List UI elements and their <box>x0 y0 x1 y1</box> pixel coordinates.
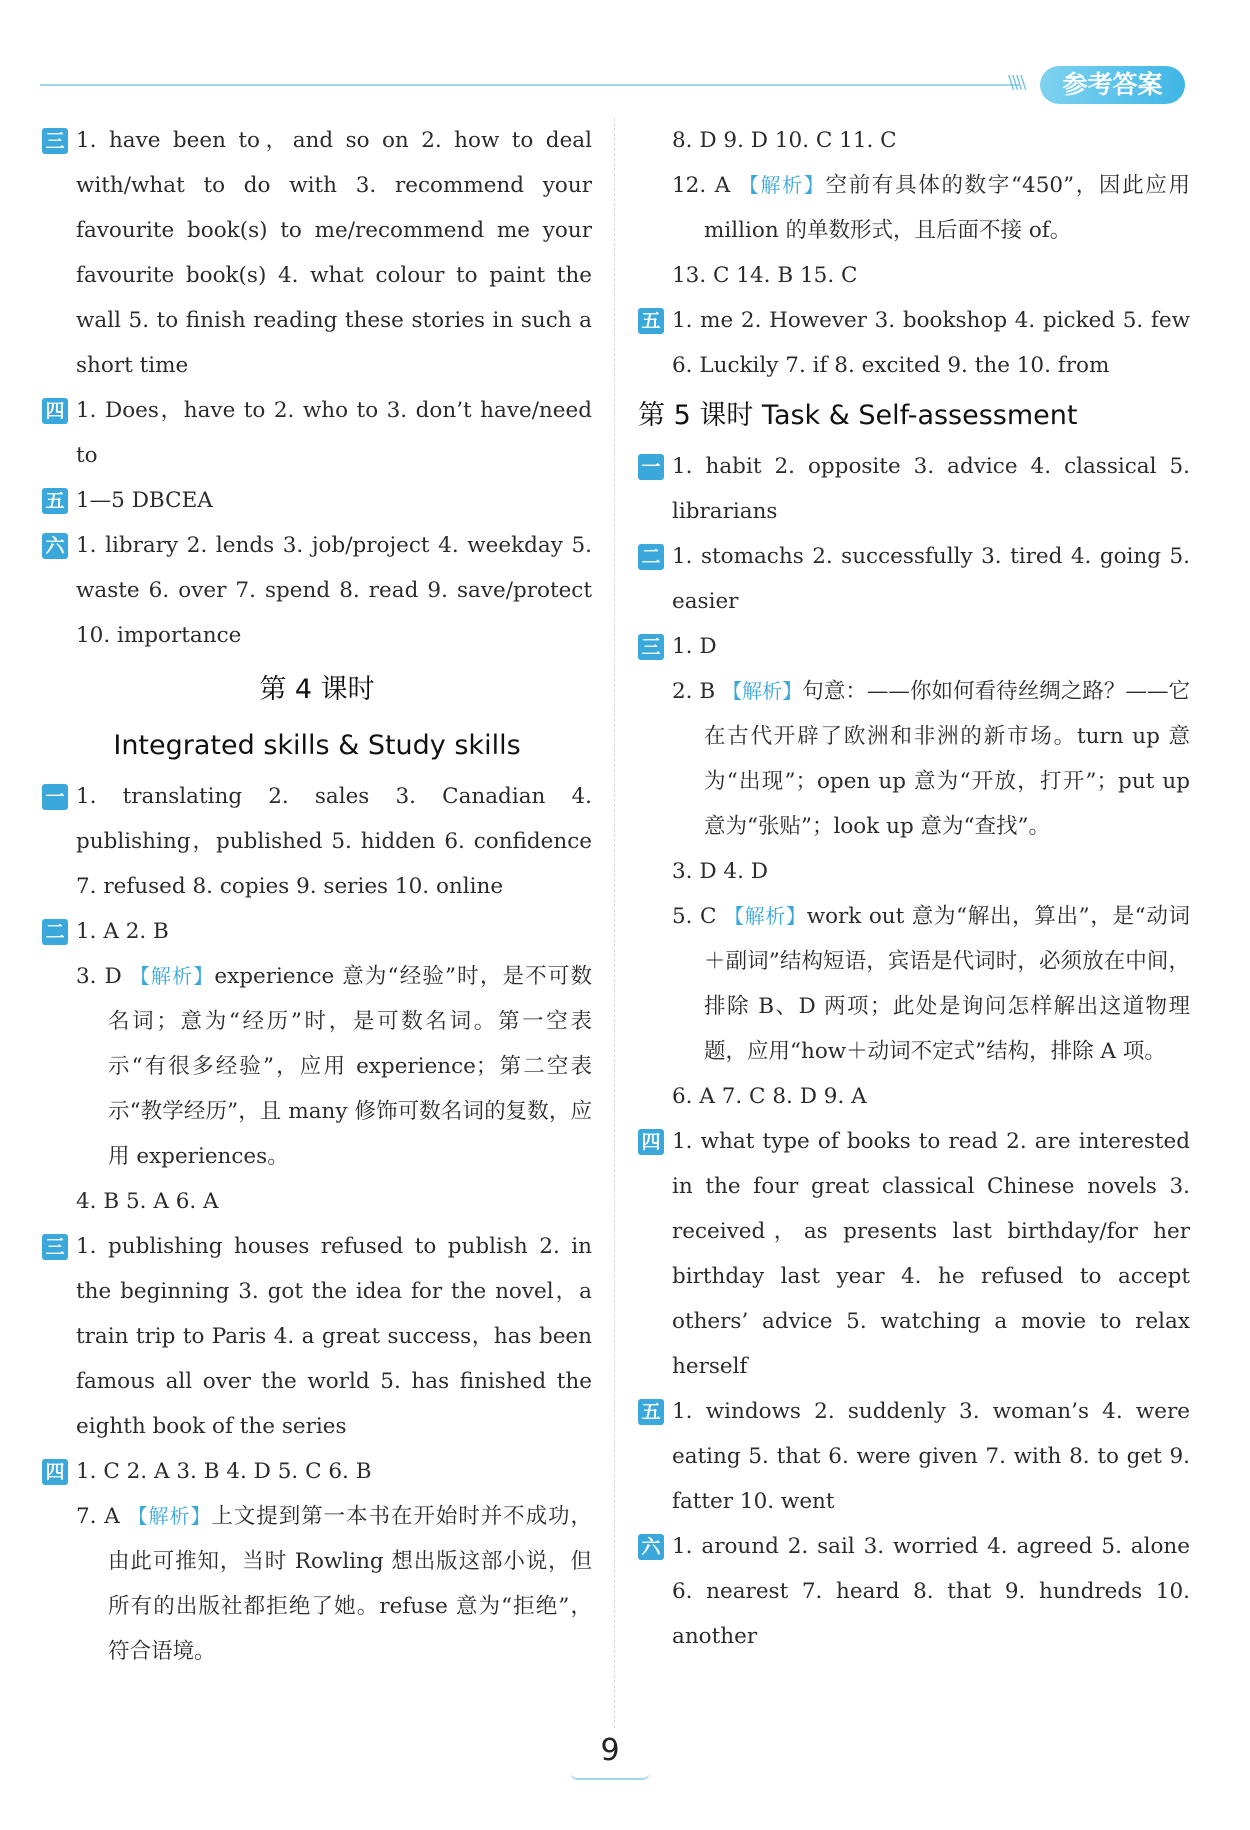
answer-number: 7. A <box>76 1504 128 1529</box>
answer-section <box>42 1224 592 1449</box>
section-answers: 1. around 2. sail 3. worried 4. agreed 5. alone 6. nearest 7. heard 8. that 9. hundreds 10. another <box>672 1534 1190 1649</box>
section-answers: 1. me 2. However 3. bookshop 4. picked 5. few 6. Luckily 7. if 8. excited 9. the 10. from <box>672 308 1190 378</box>
answer-key-badge: 参考答案 <box>1040 66 1185 104</box>
column-divider <box>614 118 615 1728</box>
section-answers: 1. publishing houses refused to publish 2. in the beginning 3. got the idea for the novel，a train trip to Paris 4. a great success，has been famous all over the world 5. has finished the eighth book of the series <box>76 1234 592 1439</box>
header-rule <box>40 84 1020 86</box>
answer-section <box>638 1524 1190 1659</box>
answer-line: 4. B 5. A 6. A <box>76 1189 219 1214</box>
section-answers: 1. translating 2. sales 3. Canadian 4. publishing，published 5. hidden 6. confidence 7. refused 8. copies 9. series 10. online <box>76 784 592 899</box>
explanation-text: 上文提到第一本书在开始时并不成功，由此可推知，当时 Rowling 想出版这部小说，但所有的出版社都拒绝了她。refuse 意为“拒绝”，符合语境。 <box>108 1504 592 1664</box>
explanation-label: 【解析】 <box>129 964 215 988</box>
explanation-label: 【解析】 <box>722 679 803 703</box>
explanation-label: 【解析】 <box>738 173 826 197</box>
lesson-heading: 第 5 课时 Task & Self-assessment <box>638 400 1078 431</box>
section-answers: 1. windows 2. suddenly 3. woman’s 4. were eating 5. that 6. were given 7. with 8. to get 9. fatter 10. went <box>672 1399 1190 1514</box>
section-number-badge: 五 <box>638 308 664 334</box>
section-answers: 1. A 2. B <box>76 919 169 944</box>
answer-section <box>42 388 592 478</box>
page-number: 9 <box>600 1733 620 1768</box>
explanation-label: 【解析】 <box>723 904 807 928</box>
section-number-badge: 一 <box>638 454 664 480</box>
section-number-badge: 二 <box>42 919 68 945</box>
lesson-heading: 第 4 课时 <box>259 674 375 705</box>
section-number-badge: 二 <box>638 544 664 570</box>
right-column <box>638 118 1190 1659</box>
answer-section <box>42 523 592 658</box>
section-number-badge: 六 <box>42 533 68 559</box>
answer-line: 13. C 14. B 15. C <box>672 263 858 288</box>
header-tick-decoration: \\\\ <box>1008 72 1025 93</box>
page-number-swoosh <box>570 1772 650 1780</box>
answer-section <box>638 298 1190 388</box>
section-number-badge: 六 <box>638 1534 664 1560</box>
section-number-badge: 三 <box>638 634 664 660</box>
answer-number: 5. C <box>672 904 724 929</box>
section-answers: 1. D <box>672 634 717 659</box>
answer-section <box>638 534 1190 624</box>
answer-number: 12. A <box>672 173 739 198</box>
explanation-text: 空前有具体的数字“450”，因此应用 million 的单数形式，且后面不接 of。 <box>704 173 1191 243</box>
section-number-badge: 四 <box>638 1129 664 1155</box>
answer-section <box>42 909 592 954</box>
explanation-text: 句意：——你如何看待丝绸之路？——它在古代开辟了欧洲和非洲的新市场。turn up 意为“出现”；open up 意为“开放，打开”；put up 意为“张贴”；look up 意为“查找”。 <box>704 679 1190 839</box>
answer-explanation <box>638 669 1190 849</box>
section-number-badge: 三 <box>42 1234 68 1260</box>
explanation-label: 【解析】 <box>127 1504 212 1528</box>
lesson-heading: Integrated skills & Study skills <box>113 730 521 761</box>
answer-section <box>638 1389 1190 1524</box>
answer-section <box>638 624 1190 669</box>
answer-line: 8. D 9. D 10. C 11. C <box>672 128 897 153</box>
answer-number: 3. D <box>76 964 130 989</box>
left-column <box>42 118 592 1674</box>
section-number-badge: 五 <box>42 488 68 514</box>
answer-section <box>42 118 592 388</box>
answer-section <box>638 444 1190 534</box>
section-answers: 1—5 DBCEA <box>76 488 213 513</box>
answer-explanation <box>638 894 1190 1074</box>
answer-section <box>638 1119 1190 1389</box>
answer-explanation <box>42 954 592 1179</box>
section-number-badge: 四 <box>42 1459 68 1485</box>
section-answers: 1. C 2. A 3. B 4. D 5. C 6. B <box>76 1459 372 1484</box>
explanation-text: experience 意为“经验”时，是不可数名词；意为“经历”时，是可数名词。第一空表示“有很多经验”，应用 experience；第二空表示“教学经历”，且 many 修饰可数名词的复数，应用 experiences。 <box>108 964 592 1169</box>
answer-section <box>42 774 592 909</box>
answer-line: 6. A 7. C 8. D 9. A <box>672 1084 867 1109</box>
section-answers: 1. stomachs 2. successfully 3. tired 4. going 5. easier <box>672 544 1190 614</box>
section-answers: 1. what type of books to read 2. are interested in the four great classical Chinese novels 3. received，as presents last birthday/for her birthday last year 4. he refused to accept others’ advice 5. watching a movie to relax herself <box>672 1129 1190 1379</box>
section-number-badge: 五 <box>638 1399 664 1425</box>
section-answers: 1. Does，have to 2. who to 3. don’t have/need to <box>76 398 592 468</box>
section-number-badge: 一 <box>42 784 68 810</box>
answer-explanation <box>638 163 1190 253</box>
explanation-text: work out 意为“解出，算出”，是“动词＋副词”结构短语，宾语是代词时，必须放在中间，排除 B、D 两项；此处是询问怎样解出这道物理题，应用“how＋动词不定式”结构，排除 A 项。 <box>704 904 1191 1064</box>
section-number-badge: 三 <box>42 128 68 154</box>
answer-explanation <box>42 1494 592 1674</box>
section-answers: 1. have been to，and so on 2. how to deal with/what to do with 3. recommend your favourite book(s) to me/recommend me your favourite book(s) 4. what colour to paint the wall 5. to finish reading these stories in such a short time <box>76 128 592 378</box>
answer-section <box>42 478 592 523</box>
answer-number: 2. B <box>672 679 723 704</box>
answer-section <box>42 1449 592 1494</box>
section-answers: 1. habit 2. opposite 3. advice 4. classical 5. librarians <box>672 454 1190 524</box>
section-answers: 1. library 2. lends 3. job/project 4. weekday 5. waste 6. over 7. spend 8. read 9. save/protect 10. importance <box>76 533 592 648</box>
answer-line: 3. D 4. D <box>672 859 769 884</box>
section-number-badge: 四 <box>42 398 68 424</box>
